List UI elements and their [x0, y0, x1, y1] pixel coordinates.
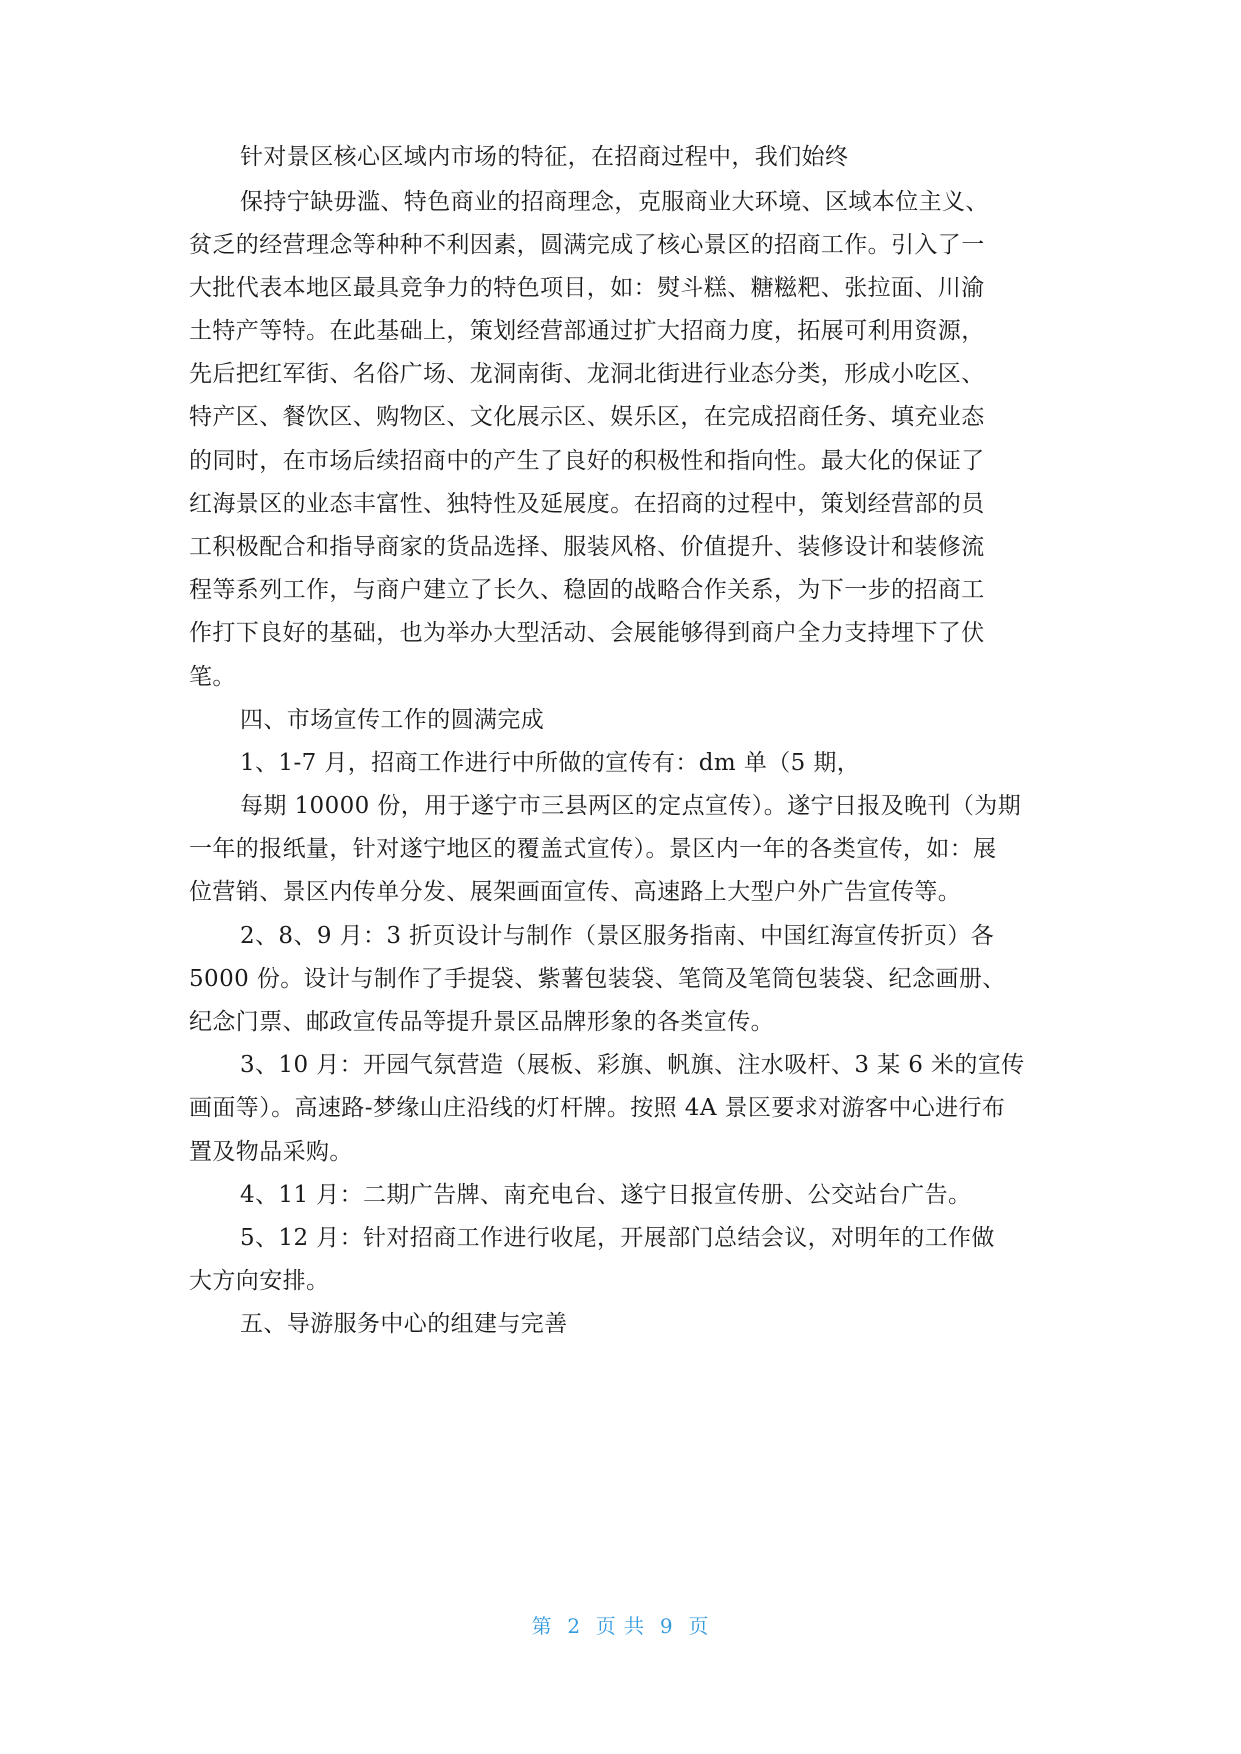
- paragraph-line: 2、8、9 月：3 折页设计与制作（景区服务指南、中国红海宣传折页）各: [240, 923, 995, 949]
- paragraph-line: 5、12 月：针对招商工作进行收尾，开展部门总结会议，对明年的工作做: [240, 1225, 995, 1251]
- section-heading: 四、市场宣传工作的圆满完成: [240, 707, 545, 733]
- paragraph-line: 画面等）。高速路-梦缘山庄沿线的灯杆牌。按照 4A 景区要求对游客中心进行布: [189, 1095, 1006, 1121]
- paragraph-line: 作打下良好的基础，也为举办大型活动、会展能够得到商户全力支持埋下了伏: [189, 620, 985, 646]
- paragraph-line: 先后把红军街、名俗广场、龙洞南街、龙洞北街进行业态分类，形成小吃区、: [189, 361, 985, 387]
- paragraph-line: 针对景区核心区域内市场的特征，在招商过程中，我们始终: [240, 144, 849, 170]
- paragraph-line: 大批代表本地区最具竞争力的特色项目，如：熨斗糕、糖糍粑、张拉面、川渝: [189, 275, 985, 301]
- paragraph-line: 3、10 月：开园气氛营造（展板、彩旗、帆旗、注水吸杆、3 某 6 米的宣传: [240, 1052, 1025, 1078]
- paragraph-line: 每期 10000 份，用于遂宁市三县两区的定点宣传）。遂宁日报及晚刊（为期: [240, 793, 1022, 819]
- paragraph-line: 特产区、餐饮区、购物区、文化展示区、娱乐区，在完成招商任务、填充业态: [189, 404, 985, 430]
- paragraph-line: 5000 份。设计与制作了手提袋、紫薯包装袋、笔筒及笔筒包装袋、纪念画册、: [189, 966, 1006, 992]
- paragraph-line: 保持宁缺毋滥、特色商业的招商理念，克服商业大环境、区域本位主义、: [240, 189, 989, 215]
- paragraph-line: 大方向安排。: [189, 1268, 330, 1294]
- paragraph-line: 位营销、景区内传单分发、展架画面宣传、高速路上大型户外广告宣传等。: [189, 879, 962, 905]
- paragraph-line: 纪念门票、邮政宣传品等提升景区品牌形象的各类宣传。: [189, 1009, 774, 1035]
- paragraph-line: 4、11 月：二期广告牌、南充电台、遂宁日报宣传册、公交站台广告。: [240, 1182, 972, 1208]
- paragraph-line: 工积极配合和指导商家的货品选择、服装风格、价值提升、装修设计和装修流: [189, 534, 985, 560]
- paragraph-line: 程等系列工作，与商户建立了长久、稳固的战略合作关系，为下一步的招商工: [189, 577, 985, 603]
- paragraph-line: 的同时，在市场后续招商中的产生了良好的积极性和指向性。最大化的保证了: [189, 448, 985, 474]
- paragraph-line: 一年的报纸量，针对遂宁地区的覆盖式宣传）。景区内一年的各类宣传，如：展: [189, 836, 997, 862]
- section-heading: 五、导游服务中心的组建与完善: [240, 1311, 568, 1337]
- page-number-footer: 第 2 页 共 9 页: [531, 1614, 710, 1638]
- paragraph-line: 1、1-7 月，招商工作进行中所做的宣传有：dm 单（5 期，: [240, 750, 861, 776]
- paragraph-line: 红海景区的业态丰富性、独特性及延展度。在招商的过程中，策划经营部的员: [189, 491, 985, 517]
- paragraph-line: 笔。: [189, 664, 236, 690]
- paragraph-line: 贫乏的经营理念等种种不利因素，圆满完成了核心景区的招商工作。引入了一: [189, 232, 985, 258]
- paragraph-line: 置及物品采购。: [189, 1139, 353, 1165]
- paragraph-line: 土特产等特。在此基础上，策划经营部通过扩大招商力度，拓展可利用资源，: [189, 318, 985, 344]
